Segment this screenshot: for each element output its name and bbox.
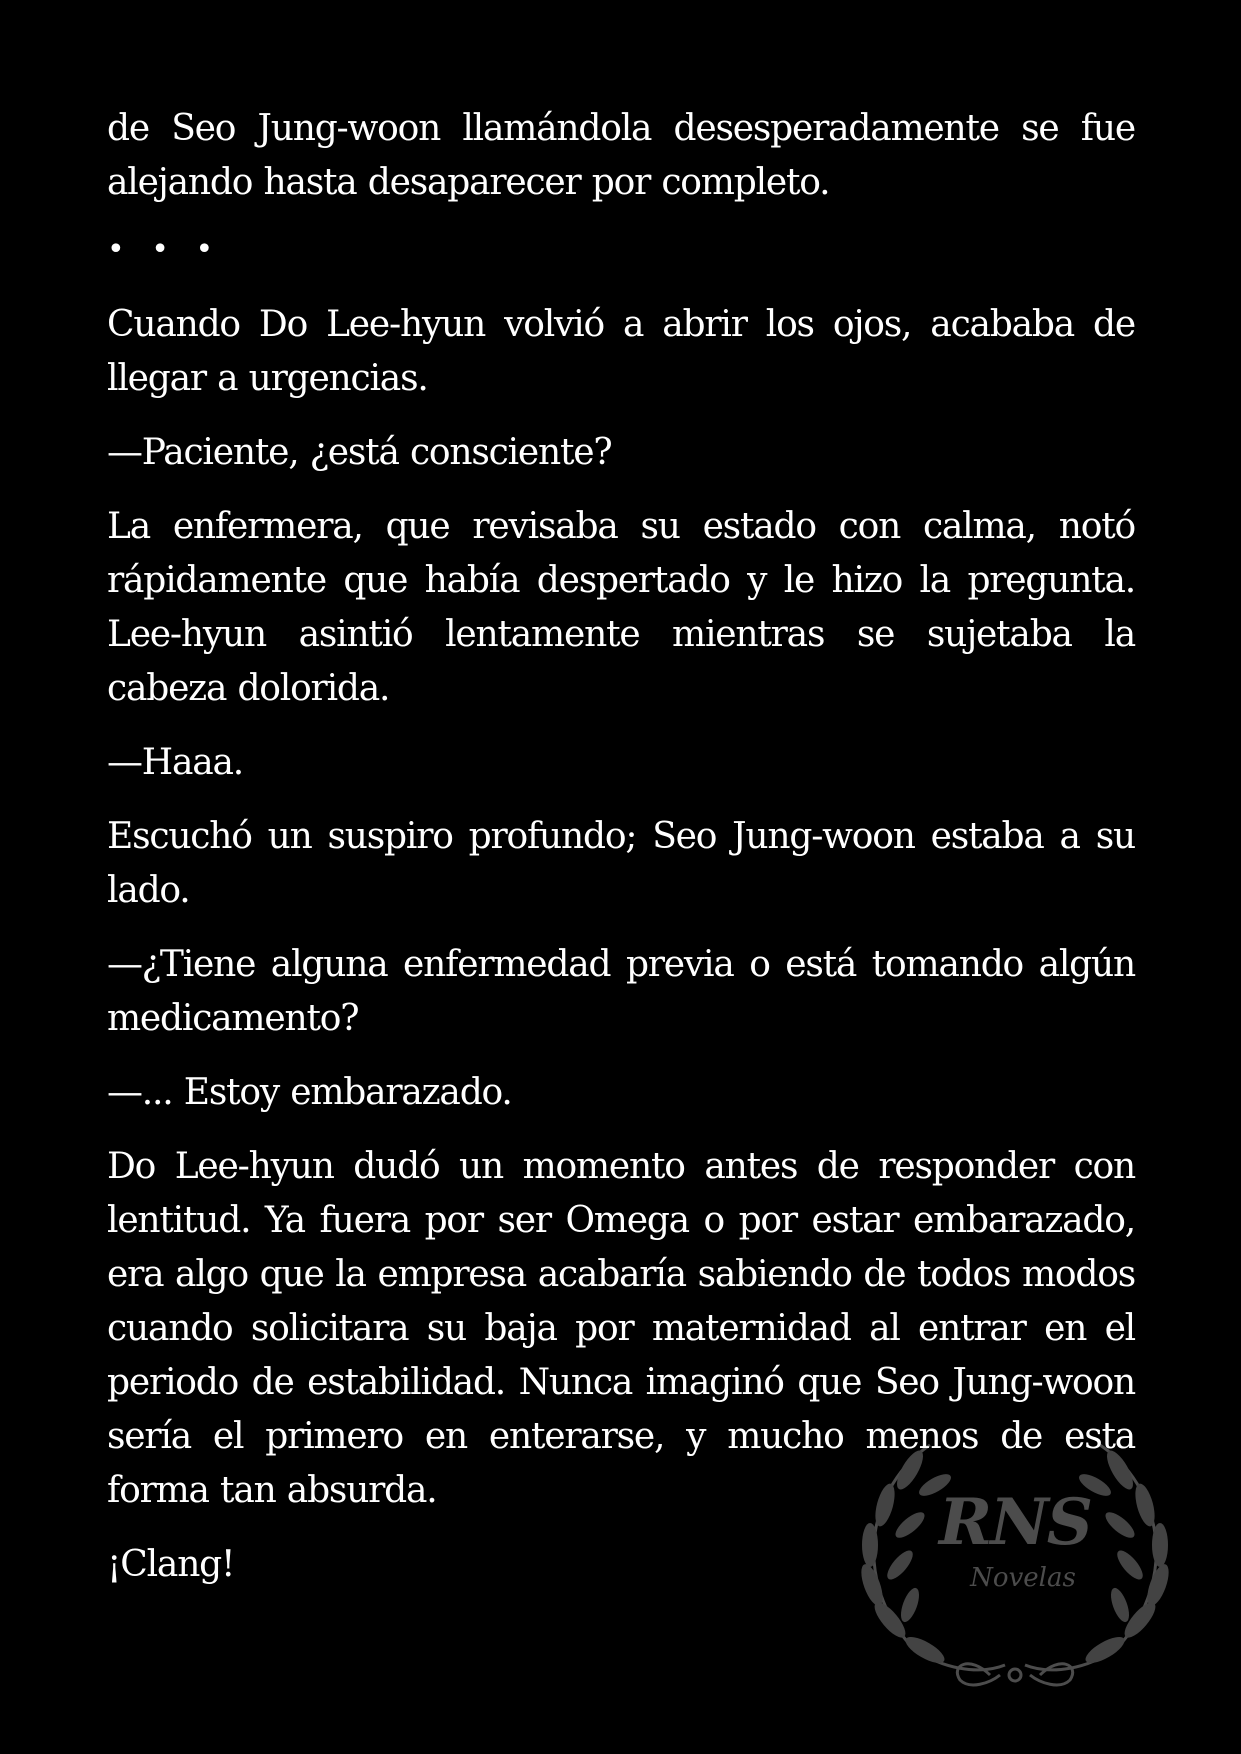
dialogue-line: —Paciente, ¿está consciente?: [107, 432, 612, 473]
watermark-subtitle: Novelas: [970, 1563, 1076, 1593]
document-page: [107, 102, 1135, 1612]
paragraph: Escuchó un suspiro profundo; Seo Jung-woon estaba a su lado.: [107, 816, 1135, 911]
paragraph: La enfermera, que revisaba su estado con calma, notó rápidamente que había despertado y le hizo la pregunta. Lee-hyun asintió lentamente mientras se sujetaba la cabeza dolorida.: [107, 506, 1135, 709]
sound-effect: ¡Clang!: [107, 1544, 235, 1585]
dialogue-line: —Haaa.: [107, 742, 244, 783]
paragraph: Do Lee-hyun dudó un momento antes de responder con lentitud. Ya fuera por ser Omega o por estar embarazado, era algo que la empresa acabaría sabiendo de todos modos cuando solicitara su baja por maternidad al entrar en el periodo de estabilidad. Nunca imaginó que Seo Jung-woon sería el primero en enterarse, y mucho menos de esta forma tan absurda.: [107, 1146, 1135, 1511]
scene-break: • • •: [107, 232, 222, 267]
paragraph: de Seo Jung-woon llamándola desesperadamente se fue alejando hasta desaparecer por completo.: [107, 108, 1135, 203]
watermark-title: RNS: [939, 1485, 1091, 1560]
paragraph: Cuando Do Lee-hyun volvió a abrir los ojos, acababa de llegar a urgencias.: [107, 304, 1135, 399]
dialogue-line: —¿Tiene alguna enfermedad previa o está tomando algún medicamento?: [107, 944, 1135, 1039]
dialogue-line: —... Estoy embarazado.: [107, 1072, 512, 1113]
